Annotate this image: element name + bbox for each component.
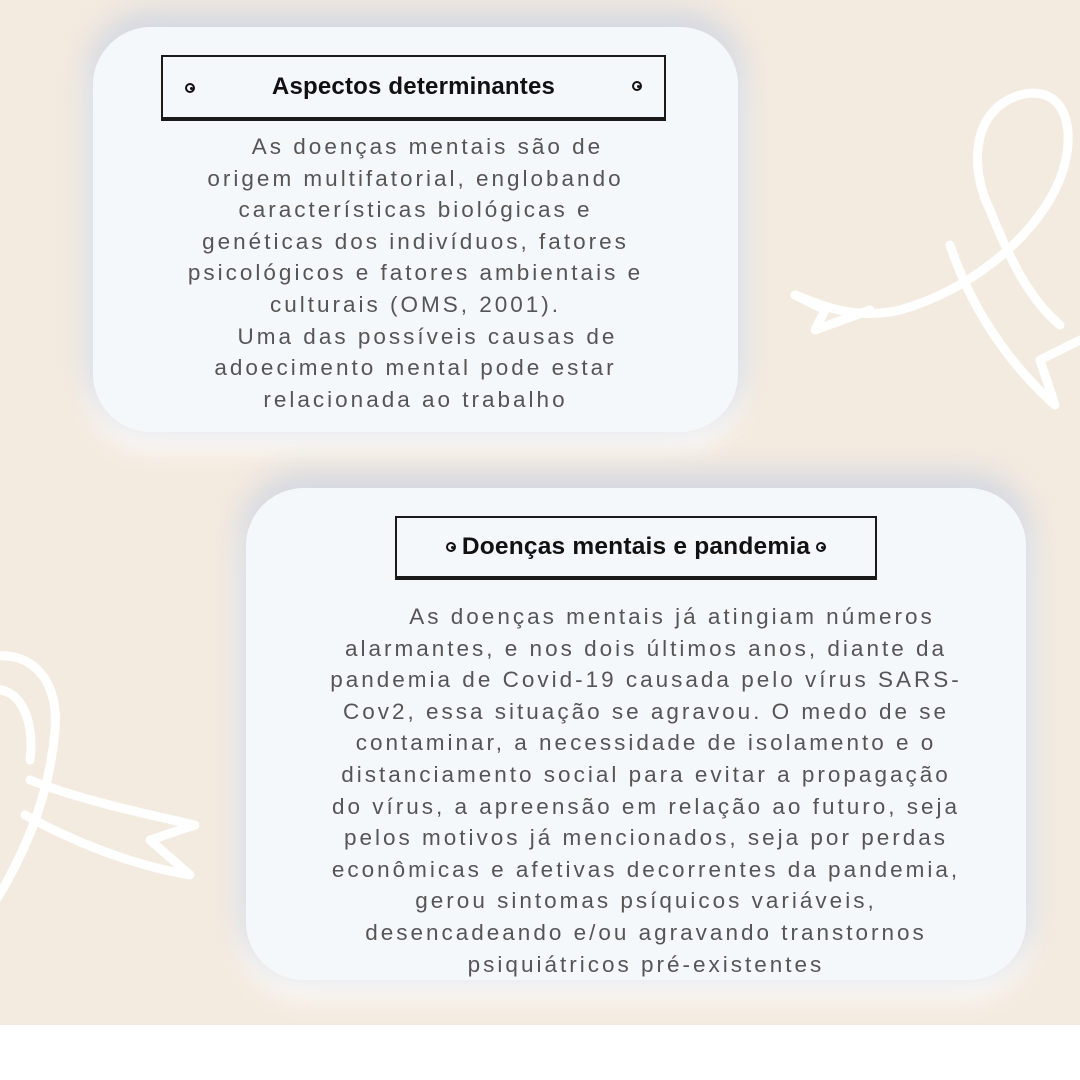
body-line: relacionada ao trabalho xyxy=(263,386,568,412)
section-title-box xyxy=(395,516,877,578)
section-title: Doenças mentais e pandemia xyxy=(461,533,811,560)
body-line: psicológicos e fatores ambientais e xyxy=(187,260,644,286)
body-line: As doenças mentais são de xyxy=(251,134,604,159)
body-line: culturais (OMS, 2001). xyxy=(269,291,562,317)
bullet-icon xyxy=(816,542,826,552)
body-line: pandemia de Covid-19 causada pelo vírus SARS- xyxy=(330,667,962,693)
body-line: desencadeando e/ou agravando transtornos xyxy=(365,919,927,945)
section-body xyxy=(246,601,1046,980)
body-line: gerou sintomas psíquicos variáveis, xyxy=(415,888,877,914)
body-line: Cov2, essa situação se agravou. O medo de se xyxy=(342,698,950,724)
body-line: econômicas e afetivas decorrentes da pandemia, xyxy=(331,856,961,882)
bullet-icon xyxy=(632,81,642,91)
awareness-ribbon-icon xyxy=(0,640,210,930)
body-line: características biológicas e xyxy=(238,197,593,223)
body-line: As doenças mentais já atingiam números xyxy=(409,604,935,629)
body-line: alarmantes, e nos dois últimos anos, diante da xyxy=(344,635,948,661)
body-line: genéticas dos indivíduos, fatores xyxy=(202,228,629,254)
section-body xyxy=(93,131,738,415)
section-title: Aspectos determinantes xyxy=(271,73,556,100)
body-line: adoecimento mental pode estar xyxy=(214,355,617,381)
awareness-ribbon-icon xyxy=(780,70,1080,430)
section-card-aspectos xyxy=(93,27,738,432)
section-card-pandemia xyxy=(246,488,1026,980)
bullet-icon xyxy=(446,542,456,552)
body-line: psiquiátricos pré-existentes xyxy=(467,951,825,977)
body-line: do vírus, a apreensão em relação ao futuro, seja xyxy=(331,793,961,819)
body-line: contaminar, a necessidade de isolamento e o xyxy=(355,730,937,756)
body-line: distanciamento social para evitar a propagação xyxy=(341,761,951,787)
body-line: pelos motivos já mencionados, seja por perdas xyxy=(343,825,948,851)
section-title-box xyxy=(161,55,666,119)
body-line: origem multifatorial, englobando xyxy=(207,165,624,191)
body-line: Uma das possíveis causas de xyxy=(237,323,618,349)
bullet-icon xyxy=(185,83,195,93)
